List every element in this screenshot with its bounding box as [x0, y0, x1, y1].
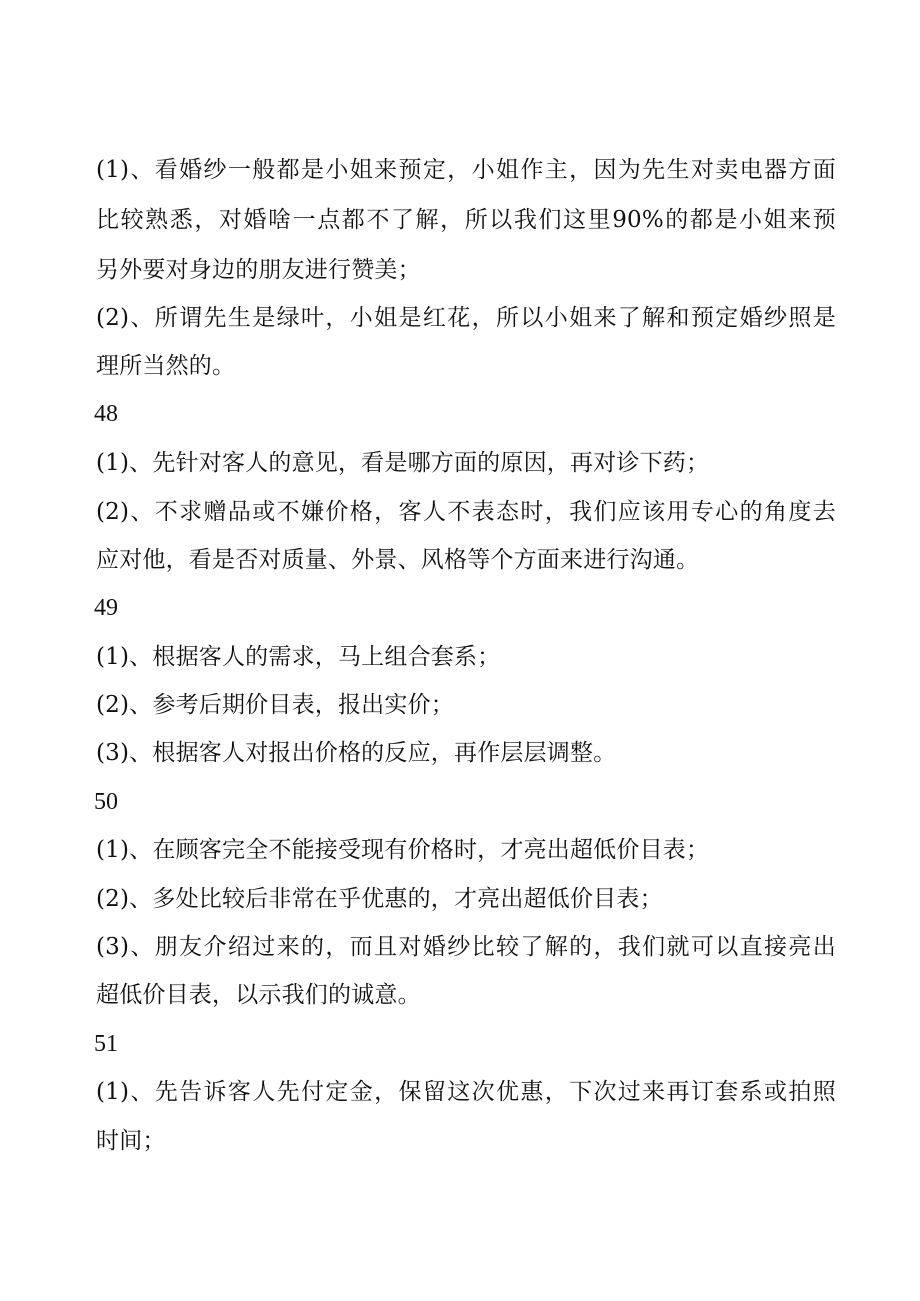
section-number: 48	[94, 401, 118, 427]
paragraph-line: (1)、在顾客完全不能接受现有价格时，才亮出超低价目表；	[96, 837, 710, 863]
paragraph-line: (2)、所谓先生是绿叶，小姐是红花，所以小姐来了解和预定婚纱照是	[96, 305, 836, 331]
paragraph-line: (2)、参考后期价目表，报出实价；	[96, 692, 454, 718]
section-number: 49	[94, 595, 118, 621]
paragraph-line: (1)、先针对客人的意见，看是哪方面的原因，再对诊下药；	[96, 450, 710, 476]
paragraph-line: (3)、朋友介绍过来的，而且对婚纱比较了解的，我们就可以直接亮出	[96, 934, 836, 960]
paragraph-line: 比较熟悉，对婚啥一点都不了解，所以我们这里90%的都是小姐来预	[96, 207, 836, 233]
paragraph-line: (1)、根据客人的需求，马上组合套系；	[96, 644, 501, 670]
section-number: 51	[94, 1031, 118, 1057]
paragraph-line: 另外要对身边的朋友进行赞美；	[96, 257, 421, 283]
paragraph-line: 应对他，看是否对质量、外景、风格等个方面来进行沟通。	[96, 547, 700, 573]
paragraph-line: 超低价目表，以示我们的诚意。	[96, 982, 421, 1008]
paragraph-line: (2)、多处比较后非常在乎优惠的，才亮出超低价目表；	[96, 886, 663, 912]
paragraph-line: (1)、看婚纱一般都是小姐来预定，小姐作主，因为先生对卖电器方面	[96, 157, 836, 183]
paragraph-line: 时间；	[96, 1128, 166, 1154]
paragraph-line: 理所当然的。	[96, 353, 236, 379]
section-number: 50	[94, 789, 118, 815]
paragraph-line: (2)、不求赠品或不嫌价格，客人不表态时，我们应该用专心的角度去	[96, 499, 836, 525]
paragraph-line: (3)、根据客人对报出价格的反应，再作层层调整。	[96, 740, 617, 766]
paragraph-line: (1)、先告诉客人先付定金，保留这次优惠，下次过来再订套系或拍照	[96, 1079, 836, 1105]
